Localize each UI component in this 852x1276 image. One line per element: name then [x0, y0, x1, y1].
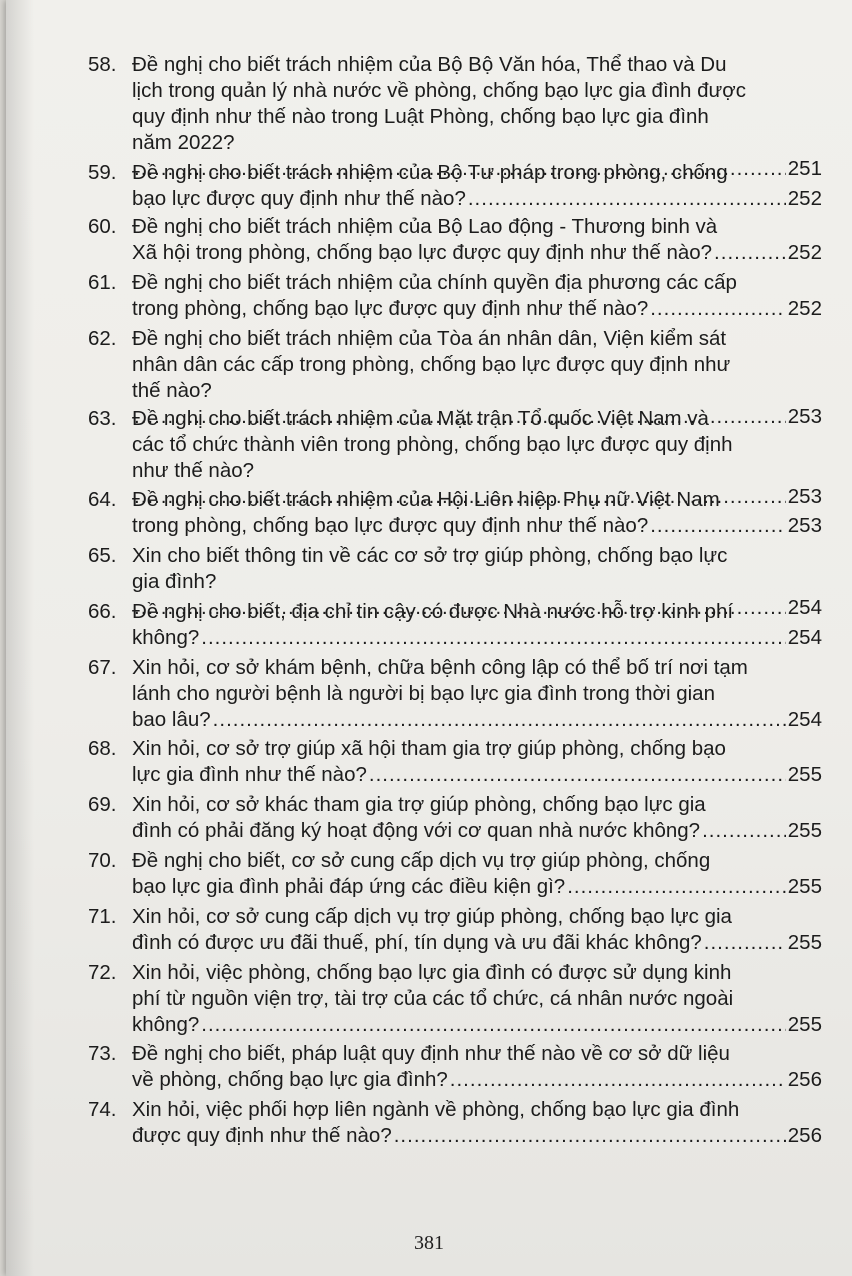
- toc-entry: [88, 655, 822, 733]
- toc-page-number: 254: [787, 708, 822, 731]
- book-page: [6, 0, 852, 1276]
- toc-page-number: 253: [787, 485, 822, 508]
- toc-entry: [88, 599, 822, 651]
- toc-entry-number: 69.: [88, 793, 117, 816]
- dot-leader: [650, 296, 786, 322]
- toc-entry-line: Xin hỏi, việc phối hợp liên ngành về phòng, chống bạo lực gia đình: [132, 1098, 740, 1121]
- toc-entry-line: Xã hội trong phòng, chống bạo lực được quy định như thế nào?: [132, 241, 713, 264]
- dot-leader: [213, 707, 786, 733]
- toc-page-number: 254: [787, 626, 822, 649]
- toc-entry-line: phí từ nguồn viện trợ, tài trợ của các tổ chức, cá nhân nước ngoài: [132, 987, 734, 1010]
- toc-entry: [88, 848, 822, 900]
- toc-entry-line: bạo lực gia đình phải đáp ứng các điều kiện gì?: [132, 875, 566, 898]
- toc-entry-line: lánh cho người bệnh là người bị bạo lực gia đình trong thời gian: [132, 682, 715, 705]
- toc-entry: [88, 1041, 822, 1093]
- toc-entry-last-line: [132, 625, 822, 651]
- dot-leader: [567, 874, 786, 900]
- toc-entry-line: về phòng, chống bạo lực gia đình?: [132, 1068, 448, 1091]
- dot-leader: [450, 1067, 786, 1093]
- toc-entry-last-line: [132, 1123, 822, 1149]
- toc-entry-last-line: [132, 762, 822, 788]
- toc-entry-line: Đề nghị cho biết, cơ sở cung cấp dịch vụ trợ giúp phòng, chống: [132, 849, 711, 872]
- dot-leader: [714, 240, 786, 266]
- toc-entry-line: Đề nghị cho biết trách nhiệm của Bộ Lao động - Thương binh và: [132, 215, 718, 238]
- toc-entry-line: Đề nghị cho biết trách nhiệm của Bộ Bộ Văn hóa, Thể thao và Du: [132, 53, 727, 76]
- page-number: 381: [414, 1232, 444, 1254]
- toc-entry-line: trong phòng, chống bạo lực được quy định như thế nào?: [132, 514, 649, 537]
- toc-entry: [88, 160, 822, 212]
- toc-entry-number: 73.: [88, 1042, 117, 1065]
- toc-entry-line: lực gia đình như thế nào?: [132, 763, 367, 786]
- toc-page-number: 256: [787, 1124, 822, 1147]
- toc-entry-line: thế nào?: [132, 379, 212, 402]
- toc-entry: [88, 904, 822, 956]
- toc-page-number: 255: [787, 763, 822, 786]
- toc-entry-line: Đề nghị cho biết trách nhiệm của chính quyền địa phương các cấp: [132, 271, 737, 294]
- toc-entry-line: Đề nghị cho biết, địa chỉ tin cậy có được Nhà nước hỗ trợ kinh phí: [132, 600, 734, 623]
- toc-entry-line: Đề nghị cho biết trách nhiệm của Mặt trận Tổ quốc Việt Nam và: [132, 407, 709, 430]
- toc-entry-line: năm 2022?: [132, 131, 235, 154]
- toc-page-number: 252: [787, 187, 822, 210]
- dot-leader: [369, 762, 786, 788]
- toc-entry-last-line: [132, 707, 822, 733]
- toc-entry-number: 68.: [88, 737, 117, 760]
- toc-entry-number: 60.: [88, 215, 117, 238]
- dot-leader: [201, 1012, 786, 1038]
- toc-entry-number: 59.: [88, 161, 117, 184]
- toc-entry-line: Đề nghị cho biết trách nhiệm của Bộ Tư pháp trong phòng, chống: [132, 161, 728, 184]
- toc-entry-number: 63.: [88, 407, 117, 430]
- dot-leader: [468, 186, 786, 212]
- toc-entry-last-line: [132, 240, 822, 266]
- toc-entry-last-line: [132, 296, 822, 322]
- dot-leader: [702, 818, 786, 844]
- dot-leader: [650, 513, 786, 539]
- toc-entry-number: 72.: [88, 961, 117, 984]
- toc-entry-last-line: [132, 186, 822, 212]
- dot-leader: [201, 625, 786, 651]
- page-fold-shadow: [6, 0, 34, 1276]
- toc-entry: [88, 960, 822, 1038]
- toc-entry-last-line: [132, 513, 822, 539]
- toc-entry-line: quy định như thế nào trong Luật Phòng, chống bạo lực gia đình: [132, 105, 709, 128]
- toc-entry-line: gia đình?: [132, 570, 217, 593]
- toc-entry-line: Xin hỏi, việc phòng, chống bạo lực gia đình có được sử dụng kinh: [132, 961, 732, 984]
- toc-entry: [88, 736, 822, 788]
- toc-entry-line: không?: [132, 1013, 200, 1036]
- toc-entry: [88, 1097, 822, 1149]
- toc-page-number: 255: [787, 819, 822, 842]
- toc-entry: [88, 214, 822, 266]
- toc-entry-line: Xin hỏi, cơ sở trợ giúp xã hội tham gia trợ giúp phòng, chống bạo: [132, 737, 726, 760]
- toc-entry-line: bạo lực được quy định như thế nào?: [132, 187, 466, 210]
- dot-leader: [704, 930, 786, 956]
- toc-entry-number: 71.: [88, 905, 117, 928]
- toc-entry-line: các tổ chức thành viên trong phòng, chống bạo lực được quy định: [132, 433, 733, 456]
- toc-page-number: 255: [787, 1013, 822, 1036]
- toc-entry-line: như thế nào?: [132, 459, 255, 482]
- toc-page-number: 256: [787, 1068, 822, 1091]
- toc-entry-line: được quy định như thế nào?: [132, 1124, 392, 1147]
- toc-entry-last-line: [132, 874, 822, 900]
- toc-page-number: 255: [787, 875, 822, 898]
- toc-entry-number: 67.: [88, 656, 117, 679]
- toc-entry-line: Xin hỏi, cơ sở khám bệnh, chữa bệnh công lập có thể bố trí nơi tạm: [132, 656, 748, 679]
- toc-entry: [88, 792, 822, 844]
- toc-page-number: 254: [787, 596, 822, 619]
- toc-entry-number: 74.: [88, 1098, 117, 1121]
- toc-entry-last-line: [132, 1012, 822, 1038]
- toc-page-number: 252: [787, 241, 822, 264]
- toc-entry-line: Xin hỏi, cơ sở khác tham gia trợ giúp phòng, chống bạo lực gia: [132, 793, 706, 816]
- toc-entry-line: nhân dân các cấp trong phòng, chống bạo lực được quy định như: [132, 353, 731, 376]
- toc-page-number: 252: [787, 297, 822, 320]
- toc-entry-line: trong phòng, chống bạo lực được quy định như thế nào?: [132, 297, 649, 320]
- toc-entry-number: 70.: [88, 849, 117, 872]
- toc-entry-number: 58.: [88, 53, 117, 76]
- toc-entry-number: 62.: [88, 327, 117, 350]
- toc-entry-line: lịch trong quản lý nhà nước về phòng, chống bạo lực gia đình được: [132, 79, 746, 102]
- toc-entry-line: Đề nghị cho biết trách nhiệm của Tòa án nhân dân, Viện kiểm sát: [132, 327, 727, 350]
- toc-entry-line: Xin hỏi, cơ sở cung cấp dịch vụ trợ giúp phòng, chống bạo lực gia: [132, 905, 732, 928]
- toc-entry-number: 66.: [88, 600, 117, 623]
- toc-entry-number: 65.: [88, 544, 117, 567]
- toc-entry: [88, 270, 822, 322]
- toc-entry-line: Đề nghị cho biết trách nhiệm của Hội Liên hiệp Phụ nữ Việt Nam: [132, 488, 720, 511]
- toc-entry-line: bao lâu?: [132, 708, 211, 731]
- toc-entry-last-line: [132, 1067, 822, 1093]
- toc-entry-number: 61.: [88, 271, 117, 294]
- toc-entry-line: không?: [132, 626, 200, 649]
- toc-entry-number: 64.: [88, 488, 117, 511]
- toc-entry-last-line: [132, 930, 822, 956]
- dot-leader: [394, 1123, 786, 1149]
- toc-entry: [88, 487, 822, 539]
- toc-entry-last-line: [132, 818, 822, 844]
- toc-page-number: 253: [787, 405, 822, 428]
- toc-page-number: 251: [787, 157, 822, 180]
- toc-entry-line: đình có phải đăng ký hoạt động với cơ quan nhà nước không?: [132, 819, 701, 842]
- toc-entry-line: đình có được ưu đãi thuế, phí, tín dụng và ưu đãi khác không?: [132, 931, 702, 954]
- toc-entry-line: Đề nghị cho biết, pháp luật quy định như thế nào về cơ sở dữ liệu: [132, 1042, 730, 1065]
- toc-page-number: 253: [787, 514, 822, 537]
- toc-page-number: 255: [787, 931, 822, 954]
- toc-entry-line: Xin cho biết thông tin về các cơ sở trợ giúp phòng, chống bạo lực: [132, 544, 728, 567]
